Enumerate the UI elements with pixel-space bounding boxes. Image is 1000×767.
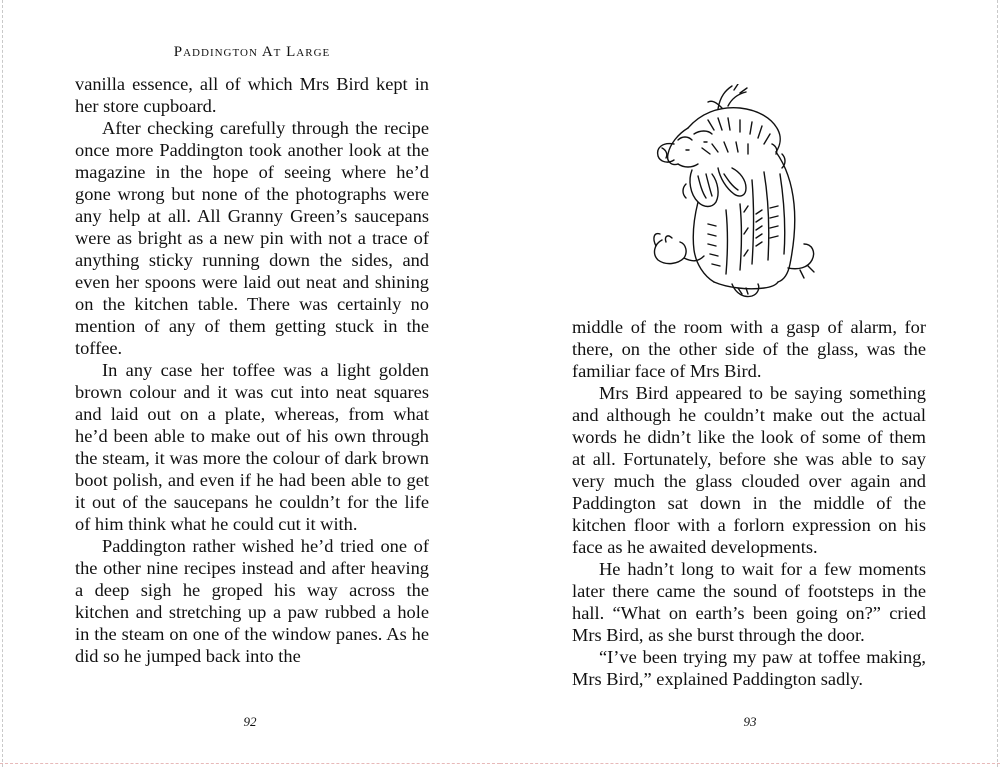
paragraph: middle of the room with a gasp of alarm, for there, on the other side of the glass, was the familiar face of Mrs Bird. [572, 317, 926, 381]
paragraph: After checking carefully through the recipe once more Paddington took another look at the magazine in the hope of seeing where he’d gone wrong but none of the photographs were any help at all. All Granny Green’s saucepans were as bright as a new pin with not a trace of anything sticky running down the sides, and even her spoons were laid out neat and shining on the kitchen table. There was certainly no mention of any of them getting stuck in the toffee. [75, 118, 429, 358]
left-page-text [75, 73, 429, 667]
page-edge-left [2, 0, 3, 767]
paragraph: In any case her toffee was a light golden brown colour and it was cut into neat squares and laid out on a plate, whereas, from what he’d been able to make out of his own through the steam, it was more the colour of dark brown boot polish, and even if he had been able to get it out of the saucepans he couldn’t for the life of him think what he could cut it with. [75, 360, 429, 534]
right-page-text [572, 316, 926, 690]
paragraph: Mrs Bird appeared to be saying something and although he couldn’t make out the actual words he didn’t like the look of some of them at all. Fortunately, before she was able to say very much the glass clouded over again and Paddington sat down in the middle of the kitchen floor with a forlorn expression on his face as he awaited developments. [572, 383, 926, 557]
paddington-illustration [648, 84, 838, 306]
page-number-left: 92 [243, 714, 257, 729]
paragraph: Paddington rather wished he’d tried one of the other nine recipes instead and after heaving a deep sigh he groped his way across the kitchen and stretching up a paw rubbed a hole in the steam on one of the window panes. As he did so he jumped back into the [75, 536, 429, 666]
running-head: Paddington At Large [173, 44, 331, 60]
paragraph: He hadn’t long to wait for a few moments later there came the sound of footsteps in the hall. “What on earth’s been going on?” cried Mrs Bird, as she burst through the door. [572, 559, 926, 645]
page-number-right: 93 [743, 714, 757, 729]
page-bottom-rule [500, 763, 1000, 764]
paragraph: vanilla essence, all of which Mrs Bird kept in her store cupboard. [75, 74, 429, 116]
page-edge-right [997, 0, 998, 767]
paragraph: “I’ve been trying my paw at toffee making, Mrs Bird,” explained Paddington sadly. [572, 647, 926, 689]
page-bottom-rule [0, 763, 500, 764]
right-page [500, 0, 1000, 767]
